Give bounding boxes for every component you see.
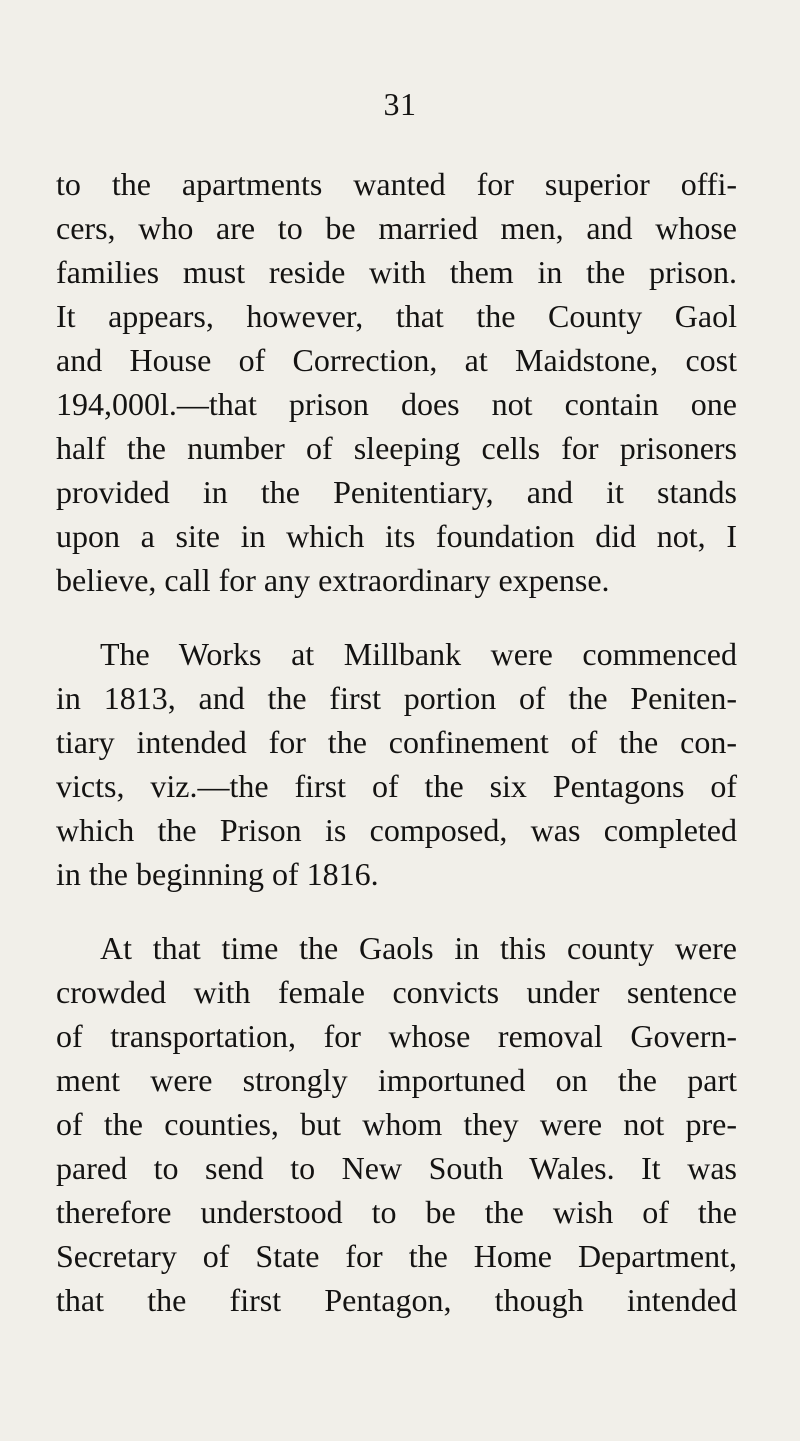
text-line: crowded with female convicts under sentence bbox=[56, 974, 737, 1010]
text-line: tiary intended for the confinement of the con- bbox=[56, 724, 737, 760]
text-line: to the apartments wanted for superior offi- bbox=[56, 166, 737, 202]
text-line: upon a site in which its foundation did not, I bbox=[56, 518, 737, 554]
text-line: of the counties, but whom they were not pre- bbox=[56, 1106, 737, 1142]
text-line: At that time the Gaols in this county were bbox=[100, 930, 737, 966]
text-line: families must reside with them in the prison. bbox=[56, 254, 737, 290]
text-line: half the number of sleeping cells for prisoners bbox=[56, 430, 737, 466]
page-number: 31 bbox=[383, 86, 417, 122]
text-line: believe, call for any extraordinary expense. bbox=[56, 562, 610, 598]
text-line: provided in the Penitentiary, and it stands bbox=[56, 474, 737, 510]
text-line: pared to send to New South Wales. It was bbox=[56, 1150, 737, 1186]
text-line: of transportation, for whose removal Govern- bbox=[56, 1018, 737, 1054]
text-line: which the Prison is composed, was completed bbox=[56, 812, 737, 848]
text-line: therefore understood to be the wish of the bbox=[56, 1194, 737, 1230]
text-line: in 1813, and the first portion of the Peniten- bbox=[56, 680, 737, 716]
text-line: in the beginning of 1816. bbox=[56, 856, 379, 892]
text-line: 194,000l.—that prison does not contain one bbox=[56, 386, 737, 422]
text-line: Secretary of State for the Home Department, bbox=[56, 1238, 737, 1274]
text-line: that the first Pentagon, though intended bbox=[56, 1282, 737, 1318]
text-line: ment were strongly importuned on the part bbox=[56, 1062, 737, 1098]
text-line: victs, viz.—the first of the six Pentagons of bbox=[56, 768, 737, 804]
text-line: It appears, however, that the County Gaol bbox=[56, 298, 737, 334]
text-line: cers, who are to be married men, and whose bbox=[56, 210, 737, 246]
text-line: and House of Correction, at Maidstone, cost bbox=[56, 342, 737, 378]
text-line: The Works at Millbank were commenced bbox=[100, 636, 737, 672]
